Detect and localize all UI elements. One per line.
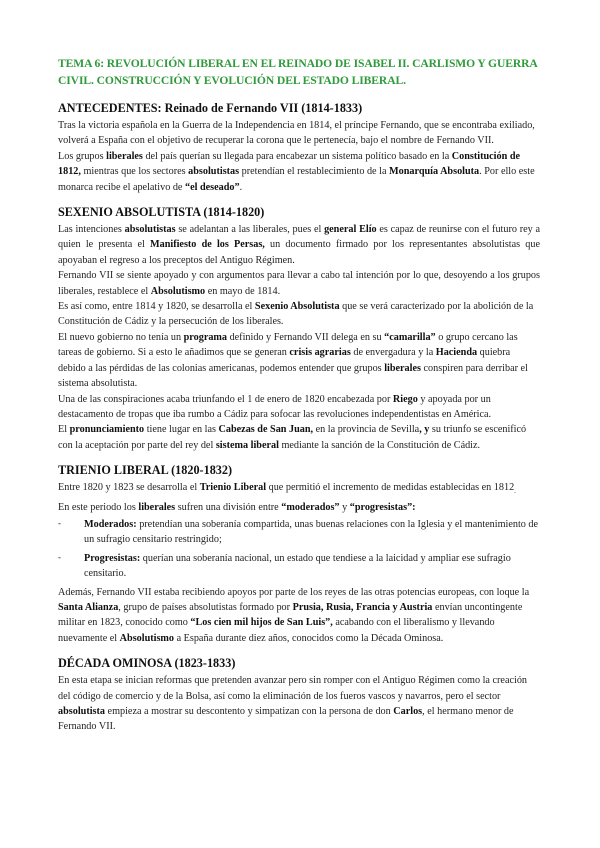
document-page [58, 55, 540, 735]
paragraph: Los grupos liberales del país querían su llegada para encabezar un sistema político basado en la Constitución de 1812, mientras que los sectores absolutistas pretendían el restablecimiento de la Monarquía Absoluta. Por ello este monarca recibe el apelativo de “el deseado”. [58, 150, 535, 193]
section-heading-trienio: TRIENIO LIBERAL (1820-1832) [58, 463, 233, 478]
dash-bullet: - [58, 517, 61, 528]
section-heading-decada: DÉCADA OMINOSA (1823-1833) [58, 656, 236, 671]
paragraph: Tras la victoria española en la Guerra de la Independencia en 1814, el príncipe Fernando, que se encontraba exiliado, volverá a España con el objetivo de recuperar la corona que le pertenecía, bajo el nombre de Fernando VII. [58, 120, 535, 147]
paragraph: Es así como, entre 1814 y 1820, se desarrolla el Sexenio Absolutista que se verá caracterizado por la abolición de la Constitución de Cádiz y la persecución de los liberales. [58, 301, 534, 328]
paragraph: Entre 1820 y 1823 se desarrolla el Trienio Liberal que permitió el incremento de medidas establecidas en $1812_.$ [58, 482, 516, 496]
paragraph: Fernando VII se siente apoyado y con argumentos para llevar a cabo tal intención por lo que, desoyendo a los grupos liberales, restablece el Absolutismo en mayo de 1814. [58, 270, 540, 297]
paragraph: Las intenciones absolutistas se adelantan a las liberales, pues el general Elío es capaz de reunirse con el futuro rey a quien le presenta el Manifiesto de los Persas, un documento firmado por los representantes absolutistas que apoyaban el regreso a los preceptos del Antiguo Régimen. [58, 224, 540, 266]
paragraph: El pronunciamiento tiene lugar en las Cabezas de San Juan, en la provincia de Sevilla, y su triunfo se escenificó con la aceptación por parte del rey del sistema liberal mediante la sanción de la Constitución de Cádiz. [58, 424, 527, 451]
paragraph: Una de las conspiraciones acaba triunfando el 1 de enero de 1820 encabezada por Riego y apoyada por un destacamento de tropas que iba rumbo a Cádiz para sofocar las revoluciones independentistas en América. [58, 393, 492, 420]
paragraph: El nuevo gobierno no tenía un programa definido y Fernando VII delega en su “camarilla” o grupo cercano las tareas de gobierno. Si a esto le añadimos que se generan crisis agrarias de envergadura y la Hacienda quiebra debido a las pérdidas de las colonias americanas, podemos entender que grupos liberales conspiren para derribar el sistema absolutista. [58, 331, 528, 390]
document-title: TEMA 6: REVOLUCIÓN LIBERAL EN EL REINADO DE ISABEL II. CARLISMO Y GUERRA CIVIL. CONSTRUCCIÓN Y EVOLUCIÓN DEL ESTADO LIBERAL. [58, 57, 538, 87]
faction-list [58, 517, 540, 582]
paragraph: En este periodo los liberales sufren una división entre “moderados” y “progresistas”: [58, 501, 416, 513]
dash-bullet: - [58, 551, 61, 562]
list-item: - Progresistas: querían una soberanía nacional, un estado que tendiese a la laicidad y ampliar ese sufragio censitario. [58, 551, 511, 580]
paragraph: Además, Fernando VII estaba recibiendo apoyos por parte de los reyes de las otras potencias europeas, con loque la Santa Alianza, grupo de países absolutistas formado por Prusia, Rusia, Francia y Austria envían uncontingente militar en 1823, conocido como “Los cien mil hijos de San Luis”, acabando con el liberalismo y llevando nuevamente el Absolutismo a España durante diez años, conocidos como la Década Ominosa. [58, 586, 530, 644]
section-heading-sexenio: SEXENIO ABSOLUTISTA (1814-1820) [58, 205, 265, 220]
paragraph: En esta etapa se inician reformas que pretenden avanzar pero sin romper con el Antiguo Régimen como la creación del código de comercio y de la Bolsa, así como la eliminación de los fueros vascos y navarros, pero el sector absolutista empieza a mostrar su descontento y simpatizan con la persona de don Carlos, el hermano menor de Fernando VII. [58, 675, 528, 733]
section-heading-antecedentes: ANTECEDENTES: Reinado de Fernando VII (1814-1833) [58, 101, 363, 115]
list-item: - Moderados: pretendían una soberanía compartida, unas buenas relaciones con la Iglesia y el mantenimiento de un sufragio censitario restringido; [58, 517, 539, 546]
